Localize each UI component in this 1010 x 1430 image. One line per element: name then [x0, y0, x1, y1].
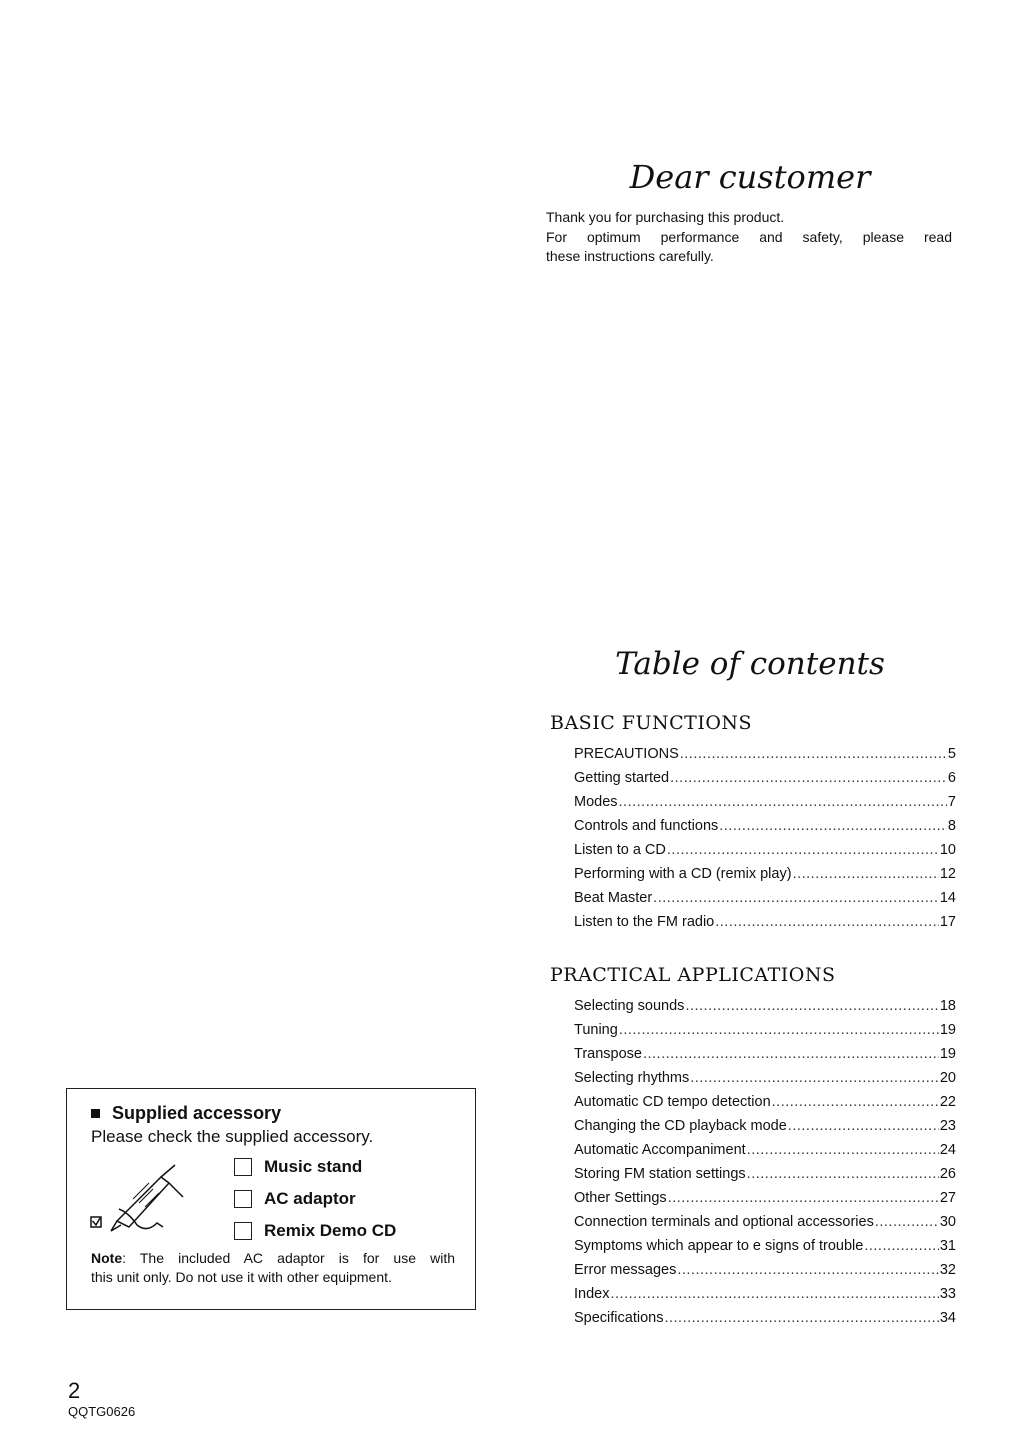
toc-entry-page: 10 — [939, 842, 956, 858]
accessory-item — [234, 1189, 356, 1209]
toc-entry-label: Selecting rhythms — [574, 1070, 690, 1086]
toc-entry[interactable] — [574, 1142, 956, 1166]
toc-entry-page: 31 — [939, 1238, 956, 1254]
toc-leader-dots — [610, 1286, 938, 1302]
toc-leader-dots — [793, 866, 939, 882]
toc-entry[interactable] — [574, 1238, 956, 1262]
accessory-item-label: Remix Demo CD — [264, 1221, 397, 1240]
toc-entry[interactable] — [574, 1214, 956, 1238]
note-label: Note — [91, 1250, 123, 1266]
accessory-heading — [91, 1103, 281, 1124]
toc-entry[interactable] — [574, 1022, 956, 1046]
toc-leader-dots — [680, 746, 947, 762]
page-number: 2 — [68, 1378, 81, 1403]
toc-leader-dots — [664, 1310, 938, 1326]
toc-leader-dots — [668, 1190, 939, 1206]
basic-functions-list — [574, 746, 956, 938]
toc-entry-page: 20 — [939, 1070, 956, 1086]
toc-entry-label: Automatic CD tempo detection — [574, 1094, 771, 1110]
toc-leader-dots — [864, 1238, 939, 1254]
toc-entry-label: Transpose — [574, 1046, 642, 1062]
greeting-body — [546, 208, 952, 267]
toc-entry[interactable] — [574, 794, 956, 818]
toc-entry-label: Automatic Accompaniment — [574, 1142, 746, 1158]
greeting-line: For optimum performance and safety, please read — [546, 228, 952, 245]
toc-entry[interactable] — [574, 1190, 956, 1214]
greeting-line: these instructions carefully. — [546, 248, 714, 264]
toc-entry-label: Tuning — [574, 1022, 618, 1038]
note-line — [91, 1249, 455, 1268]
toc-entry[interactable] — [574, 914, 956, 938]
checkbox[interactable] — [234, 1222, 252, 1240]
toc-entry-label: Error messages — [574, 1262, 677, 1278]
toc-entry-page: 14 — [939, 890, 956, 906]
accessory-heading-text: Supplied accessory — [112, 1103, 282, 1123]
toc-entry-page: 17 — [939, 914, 956, 930]
toc-entry[interactable] — [574, 842, 956, 866]
toc-leader-dots — [685, 998, 938, 1014]
toc-entry[interactable] — [574, 1118, 956, 1142]
toc-entry-page: 26 — [939, 1166, 956, 1182]
toc-leader-dots — [788, 1118, 939, 1134]
toc-entry-page: 5 — [947, 746, 956, 762]
toc-entry-label: Symptoms which appear to e signs of trouble — [574, 1238, 864, 1254]
toc-entry[interactable] — [574, 746, 956, 770]
toc-entry-page: 34 — [939, 1310, 956, 1326]
checkbox[interactable] — [234, 1158, 252, 1176]
toc-entry[interactable] — [574, 1046, 956, 1070]
greeting-line: Thank you for purchasing this product. — [546, 209, 785, 225]
toc-entry-label: Listen to the FM radio — [574, 914, 715, 930]
pen-checkmark-icon — [89, 1163, 229, 1243]
toc-entry-label: Modes — [574, 794, 618, 810]
toc-entry-page: 6 — [947, 770, 956, 786]
toc-leader-dots — [619, 794, 947, 810]
toc-entry-page: 18 — [939, 998, 956, 1014]
toc-entry-label: Changing the CD playback mode — [574, 1118, 787, 1134]
toc-title: Table of contents — [615, 646, 885, 682]
toc-leader-dots — [772, 1094, 939, 1110]
toc-entry-label: Index — [574, 1286, 610, 1302]
toc-entry-label: Listen to a CD — [574, 842, 666, 858]
toc-entry-label: Controls and functions — [574, 818, 719, 834]
toc-entry-page: 33 — [939, 1286, 956, 1302]
practical-applications-heading: PRACTICAL APPLICATIONS — [550, 964, 836, 986]
greeting-title: Dear customer — [629, 158, 871, 196]
toc-entry-page: 8 — [947, 818, 956, 834]
toc-entry-label: Getting started — [574, 770, 670, 786]
toc-leader-dots — [619, 1022, 939, 1038]
toc-entry[interactable] — [574, 818, 956, 842]
toc-entry-label: Performing with a CD (remix play) — [574, 866, 792, 882]
toc-leader-dots — [653, 890, 939, 906]
checkbox[interactable] — [234, 1190, 252, 1208]
accessory-item — [234, 1157, 362, 1177]
document-code: QQTG0626 — [68, 1404, 136, 1419]
toc-entry-page: 27 — [939, 1190, 956, 1206]
toc-leader-dots — [670, 770, 947, 786]
toc-leader-dots — [667, 842, 939, 858]
practical-applications-list — [574, 998, 956, 1334]
accessory-item-label: AC adaptor — [264, 1189, 356, 1208]
toc-entry-label: Storing FM station settings — [574, 1166, 746, 1182]
toc-entry-page: 7 — [947, 794, 956, 810]
accessory-item — [234, 1221, 396, 1241]
toc-entry-page: 19 — [939, 1046, 956, 1062]
toc-leader-dots — [875, 1214, 939, 1230]
toc-entry[interactable] — [574, 890, 956, 914]
basic-functions-heading: BASIC FUNCTIONS — [550, 712, 753, 734]
toc-leader-dots — [643, 1046, 939, 1062]
toc-entry-page: 22 — [939, 1094, 956, 1110]
toc-entry[interactable] — [574, 1070, 956, 1094]
toc-entry[interactable] — [574, 998, 956, 1022]
toc-leader-dots — [719, 818, 947, 834]
toc-entry-page: 23 — [939, 1118, 956, 1134]
toc-entry[interactable] — [574, 1310, 956, 1334]
toc-entry-label: Beat Master — [574, 890, 653, 906]
toc-entry[interactable] — [574, 1094, 956, 1118]
accessory-item-label: Music stand — [264, 1157, 363, 1176]
toc-entry-page: 12 — [939, 866, 956, 882]
toc-entry-page: 19 — [939, 1022, 956, 1038]
toc-entry[interactable] — [574, 770, 956, 794]
toc-entry[interactable] — [574, 1166, 956, 1190]
toc-leader-dots — [690, 1070, 939, 1086]
toc-entry-page: 30 — [939, 1214, 956, 1230]
toc-entry[interactable] — [574, 1262, 956, 1286]
bullet-square-icon — [91, 1109, 100, 1118]
toc-entry-page: 32 — [939, 1262, 956, 1278]
toc-entry-label: Other Settings — [574, 1190, 667, 1206]
toc-leader-dots — [747, 1142, 939, 1158]
toc-entry-label: Connection terminals and optional accessories — [574, 1214, 874, 1230]
supplied-accessory-box — [66, 1088, 476, 1310]
toc-leader-dots — [677, 1262, 939, 1278]
accessory-note — [91, 1249, 455, 1287]
toc-leader-dots — [715, 914, 939, 930]
toc-entry[interactable] — [574, 866, 956, 890]
toc-entry-page: 24 — [939, 1142, 956, 1158]
toc-entry-label: PRECAUTIONS — [574, 746, 679, 762]
note-text: : The included AC adaptor is for use with — [122, 1250, 455, 1266]
note-line: this unit only. Do not use it with other equipment. — [91, 1269, 392, 1285]
toc-entry[interactable] — [574, 1286, 956, 1310]
accessory-subtitle: Please check the supplied accessory. — [91, 1127, 374, 1146]
toc-entry-label: Selecting sounds — [574, 998, 685, 1014]
toc-entry-label: Specifications — [574, 1310, 664, 1326]
toc-leader-dots — [747, 1166, 939, 1182]
